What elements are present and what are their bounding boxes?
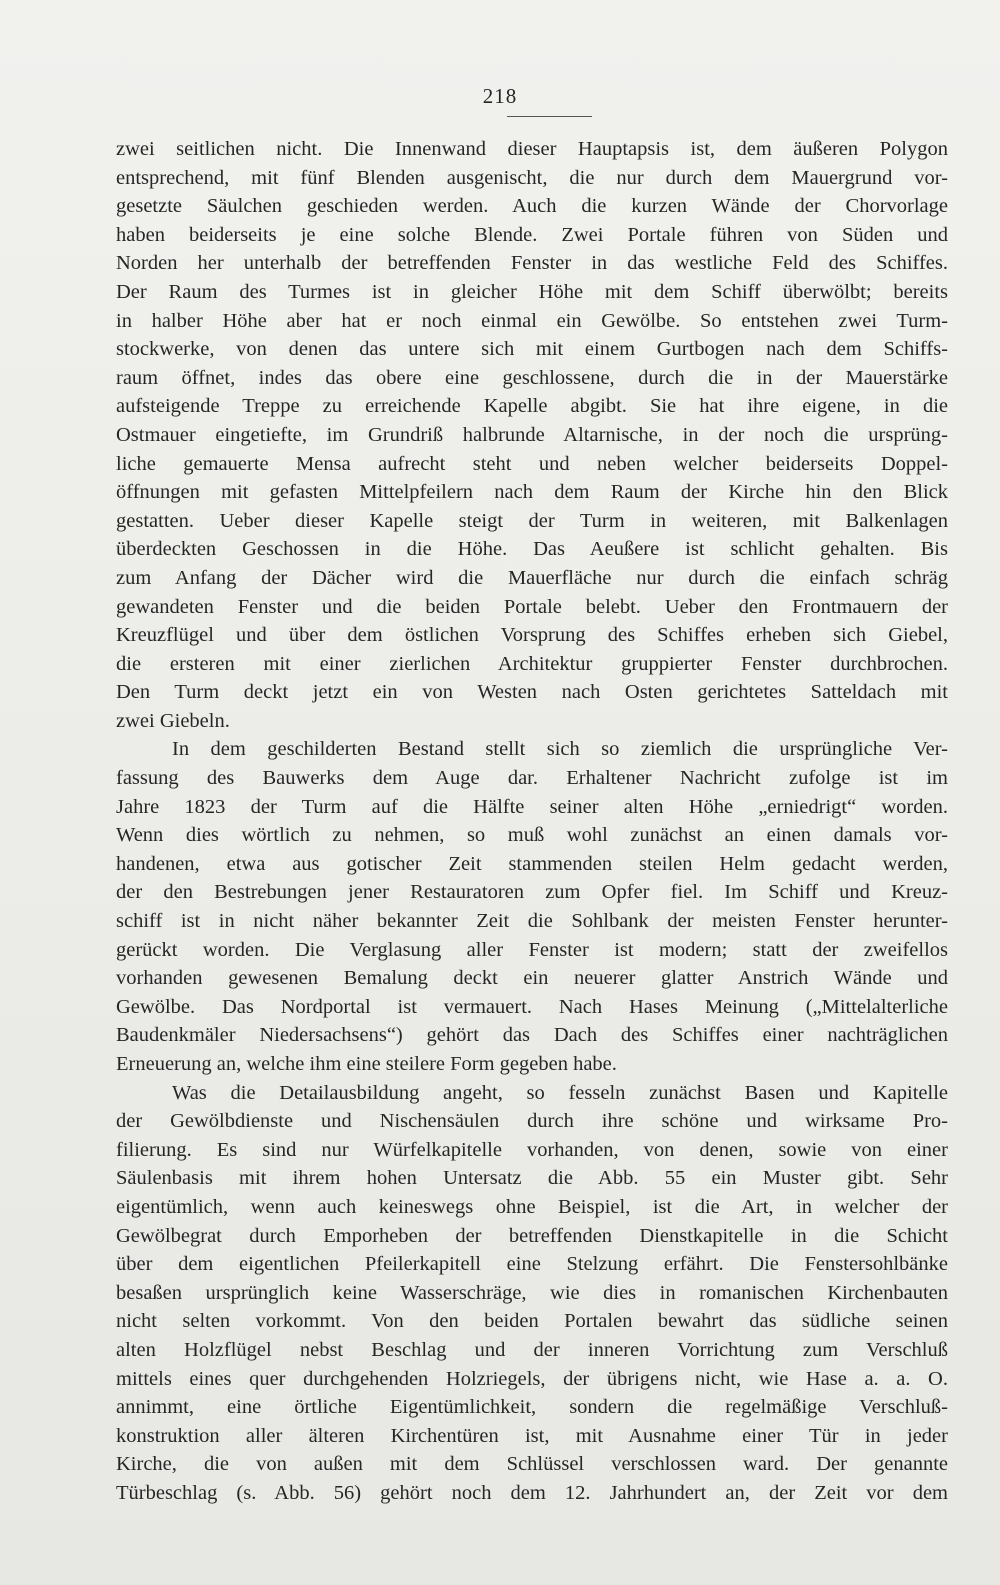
text-line: gestatten. Ueber dieser Kapelle steigt der Turm in weiteren, mit Balkenlagen (116, 509, 948, 532)
text-line: nicht selten vorkommt. Von den beiden Portalen bewahrt das südliche seinen (116, 1310, 948, 1333)
text-line: aufsteigende Treppe zu erreichende Kapelle abgibt. Sie hat ihre eigene, in die (116, 395, 948, 418)
page-number: 218 (482, 84, 518, 108)
text-line: handenen, etwa aus gotischer Zeit stammenden steilen Helm gedacht werden, (116, 852, 948, 875)
text-line: Gewölbegrat durch Emporheben der betreffenden Dienstkapitelle in die Schicht (116, 1224, 948, 1247)
text-line: Kreuzflügel und über dem östlichen Vorsprung des Schiffes erheben sich Giebel, (116, 624, 948, 647)
text-line: annimmt, eine örtliche Eigentümlichkeit, sondern die regelmäßige Verschluß- (116, 1396, 948, 1419)
text-line: stockwerke, von denen das untere sich mit einem Gurtbogen nach dem Schiffs- (116, 338, 948, 361)
text-line: Ostmauer eingetiefte, im Grundriß halbrunde Altarnische, in der noch die ursprüng- (116, 423, 948, 446)
text-line: alten Holzflügel nebst Beschlag und der inneren Vorrichtung zum Verschluß (116, 1338, 948, 1361)
text-line: die ersteren mit einer zierlichen Architektur gruppierter Fenster durchbrochen. (116, 652, 948, 675)
text-line: besaßen ursprünglich keine Wasserschräge, wie dies in romanischen Kirchenbauten (116, 1281, 948, 1304)
text-line: konstruktion aller älteren Kirchentüren ist, mit Ausnahme einer Tür in jeder (116, 1424, 948, 1447)
text-line: raum öffnet, indes das obere eine geschlossene, durch die in der Mauerstärke (116, 366, 948, 389)
text-line: liche gemauerte Mensa aufrecht steht und neben welcher beiderseits Doppel- (116, 452, 948, 475)
text-line: entsprechend, mit fünf Blenden ausgenischt, die nur durch dem Mauergrund vor- (116, 166, 948, 189)
text-line: haben beiderseits je eine solche Blende. Zwei Portale führen von Süden und (116, 223, 948, 246)
page-header (0, 84, 1000, 111)
text-line: Den Turm deckt jetzt ein von Westen nach Osten gerichtetes Satteldach mit (116, 681, 948, 704)
body-text (116, 135, 948, 1508)
text-line: Jahre 1823 der Turm auf die Hälfte seiner alten Höhe „erniedrigt“ worden. (116, 795, 948, 818)
text-line: Erneuerung an, welche ihm eine steilere Form gegeben habe. (116, 1053, 617, 1075)
text-line: Norden her unterhalb der betreffenden Fenster in das westliche Feld des Schiffes. (116, 252, 948, 275)
text-line: vorhanden gewesenen Bemalung deckt ein neuerer glatter Anstrich Wände und (116, 967, 948, 990)
text-line: Türbeschlag (s. Abb. 56) gehört noch dem 12. Jahrhundert an, der Zeit vor dem (116, 1481, 948, 1504)
text-line: öffnungen mit gefasten Mittelpfeilern nach dem Raum der Kirche hin den Blick (116, 481, 948, 504)
text-line: über dem eigentlichen Pfeilerkapitell eine Stelzung erfährt. Die Fenstersohlbänke (116, 1253, 948, 1276)
text-line: Baudenkmäler Niedersachsens“) gehört das Dach des Schiffes einer nachträglichen (116, 1024, 948, 1047)
text-line: Gewölbe. Das Nordportal ist vermauert. Nach Hases Meinung („Mittelalterliche (116, 995, 948, 1018)
text-line: zum Anfang der Dächer wird die Mauerfläche nur durch die einfach schräg (116, 566, 948, 589)
text-line: zwei seitlichen nicht. Die Innenwand dieser Hauptapsis ist, dem äußeren Polygon (116, 138, 948, 160)
text-line: der Gewölbdienste und Nischensäulen durch ihre schöne und wirksame Pro- (116, 1110, 948, 1133)
text-line: zwei Giebeln. (116, 709, 230, 732)
text-line: in halber Höhe aber hat er noch einmal ein Gewölbe. So entstehen zwei Turm- (116, 309, 948, 332)
text-line: Der Raum des Turmes ist in gleicher Höhe mit dem Schiff überwölbt; bereits (116, 280, 948, 303)
text-line: gerückt worden. Die Verglasung aller Fenster ist modern; statt der zweifellos (116, 938, 948, 961)
text-line: überdeckten Geschossen in die Höhe. Das Aeußere ist schlicht gehalten. Bis (116, 538, 948, 561)
text-line: gewandeten Fenster und die beiden Portale belebt. Ueber den Frontmauern der (116, 595, 948, 618)
text-line: Säulenbasis mit ihrem hohen Untersatz die Abb. 55 ein Muster gibt. Sehr (116, 1167, 948, 1190)
text-line: filierung. Es sind nur Würfelkapitelle vorhanden, von denen, sowie von einer (116, 1138, 948, 1161)
text-line: Kirche, die von außen mit dem Schlüssel verschlossen ward. Der genannte (116, 1453, 948, 1476)
text-line: fassung des Bauwerks dem Auge dar. Erhaltener Nachricht zufolge ist im (116, 767, 948, 790)
text-line: mittels eines quer durchgehenden Holzriegels, der übrigens nicht, wie Hase a. a. O. (116, 1367, 948, 1390)
text-line: der den Bestrebungen jener Restauratoren zum Opfer fiel. Im Schiff und Kreuz- (116, 881, 948, 904)
text-line: schiff ist in nicht näher bekannter Zeit die Sohlbank der meisten Fenster herunter- (116, 910, 948, 933)
text-line: In dem geschilderten Bestand stellt sich so ziemlich die ursprüngliche Ver- (172, 738, 948, 761)
header-rule (507, 116, 592, 117)
text-line: Wenn dies wörtlich zu nehmen, so muß wohl zunächst an einen damals vor- (116, 824, 948, 847)
text-line: eigentümlich, wenn auch keineswegs ohne Beispiel, ist die Art, in welcher der (116, 1195, 948, 1218)
text-line: gesetzte Säulchen geschieden werden. Auch die kurzen Wände der Chorvorlage (116, 195, 948, 218)
text-line: Was die Detailausbildung angeht, so fesseln zunächst Basen und Kapitelle (172, 1081, 948, 1104)
